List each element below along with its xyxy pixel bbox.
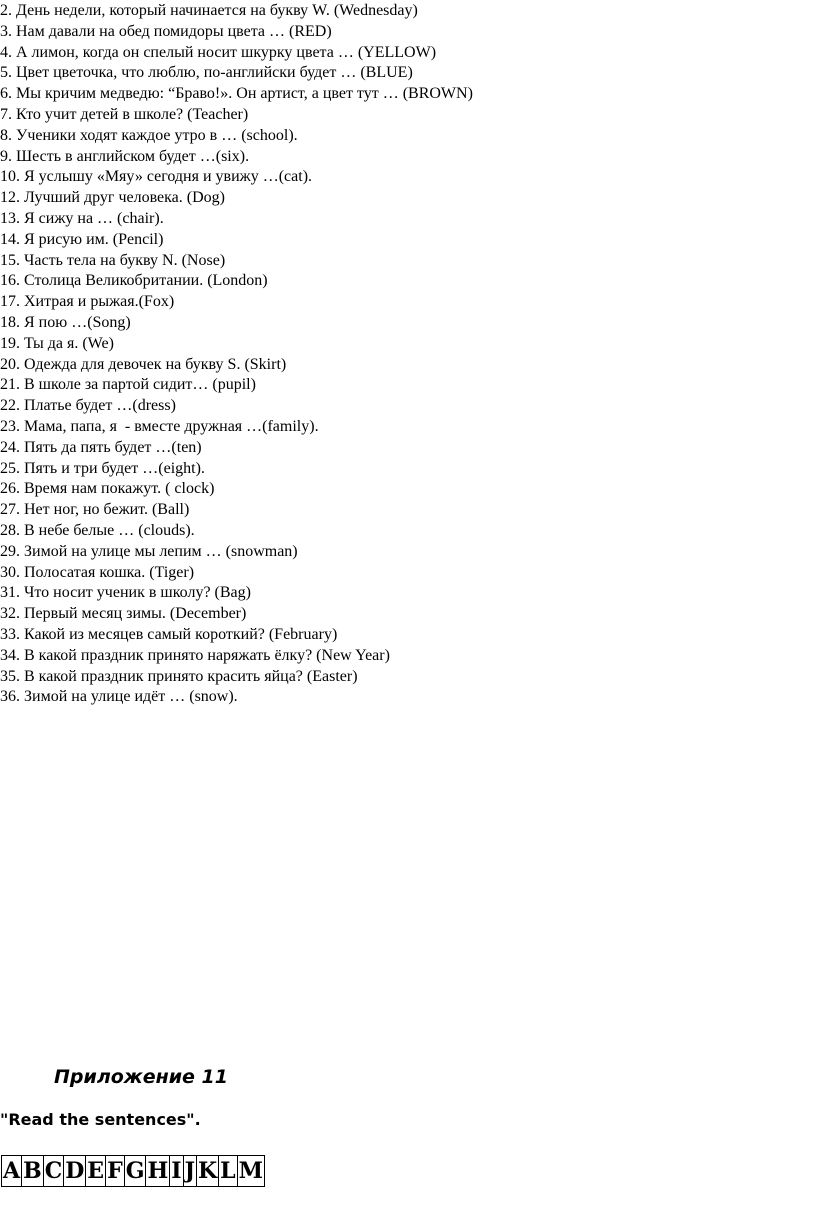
riddle-list: [0, 1, 473, 708]
riddle-line: 22. Платье будет …(dress): [0, 397, 176, 415]
letter-cell: G: [124, 1156, 146, 1187]
riddle-line: 35. В какой праздник принято красить яйца? (Easter): [0, 667, 358, 685]
riddle-line: 16. Столица Великобритании. (London): [0, 272, 268, 290]
letter-cell: E: [86, 1156, 106, 1187]
riddle-line: 36. Зимой на улице идёт … (snow).: [0, 688, 238, 706]
letter-cell: B: [22, 1156, 44, 1187]
alphabet-table: [1, 1155, 265, 1187]
appendix-title: Приложение 11: [54, 1066, 228, 1088]
letter-cell: F: [106, 1156, 125, 1187]
riddle-line: 21. В школе за партой сидит… (pupil): [0, 376, 256, 394]
riddle-line: 4. А лимон, когда он спелый носит шкурку цвета … (YELLOW): [0, 43, 437, 61]
riddle-line: 25. Пять и три будет …(eight).: [0, 459, 205, 477]
riddle-line: 12. Лучший друг человека. (Dog): [0, 189, 225, 207]
letter-cell: K: [197, 1156, 219, 1187]
riddle-line: 15. Часть тела на букву N. (Nose): [0, 251, 226, 269]
riddle-line: 28. В небе белые … (clouds).: [0, 521, 195, 539]
riddle-line: 32. Первый месяц зимы. (December): [0, 605, 247, 623]
riddle-line: 30. Полосатая кошка. (Tiger): [0, 563, 195, 581]
riddle-line: 18. Я пою …(Song): [0, 313, 131, 331]
riddle-line: 17. Хитрая и рыжая.(Fox): [0, 293, 175, 311]
letter-cell: C: [43, 1156, 64, 1187]
riddle-line: 6. Мы кричим медведю: “Браво!». Он артист, а цвет тут … (BROWN): [0, 85, 473, 103]
letter-cell: L: [219, 1156, 237, 1187]
riddle-line: 14. Я рисую им. (Pencil): [0, 230, 164, 248]
letter-cell: M: [237, 1156, 264, 1187]
riddle-line: 5. Цвет цветочка, что люблю, по-английски будет … (BLUE): [0, 64, 413, 82]
riddle-line: 24. Пять да пять будет …(ten): [0, 438, 202, 456]
instruction-text: "Read the sentences".: [0, 1110, 201, 1129]
alphabet-row: [2, 1156, 265, 1187]
riddle-line: 13. Я сижу на … (chair).: [0, 209, 164, 227]
riddle-line: 9. Шесть в английском будет …(six).: [0, 147, 250, 165]
letter-cell: H: [146, 1156, 170, 1187]
riddle-line: 3. Нам давали на обед помидоры цвета … (RED): [0, 22, 332, 40]
riddle-line: 34. В какой праздник принято наряжать ёлку? (New Year): [0, 646, 390, 664]
riddle-line: 2. День недели, который начинается на букву W. (Wednesday): [0, 2, 418, 19]
riddle-line: 20. Одежда для девочек на букву S. (Skirt): [0, 355, 287, 373]
riddle-line: 27. Нет ног, но бежит. (Ball): [0, 501, 190, 519]
riddle-line: 29. Зимой на улице мы лепим … (snowman): [0, 542, 298, 560]
riddle-line: 33. Какой из месяцев самый короткий? (February): [0, 625, 338, 643]
riddle-line: 26. Время нам покажут. ( clock): [0, 480, 215, 498]
riddle-line: 31. Что носит ученик в школу? (Bag): [0, 584, 251, 602]
riddle-line: 8. Ученики ходят каждое утро в … (school).: [0, 126, 298, 144]
riddle-line: 10. Я услышу «Мяу» сегодня и увижу …(cat).: [0, 168, 313, 186]
riddle-line: 23. Мама, папа, я - вместе дружная …(family).: [0, 417, 319, 435]
riddle-line: 7. Кто учит детей в школе? (Teacher): [0, 105, 249, 123]
letter-cell: D: [64, 1156, 86, 1187]
letter-cell: J: [183, 1156, 196, 1187]
riddle-line: 19. Ты да я. (We): [0, 334, 114, 352]
letter-cell: I: [170, 1156, 183, 1187]
letter-cell: A: [2, 1156, 22, 1187]
